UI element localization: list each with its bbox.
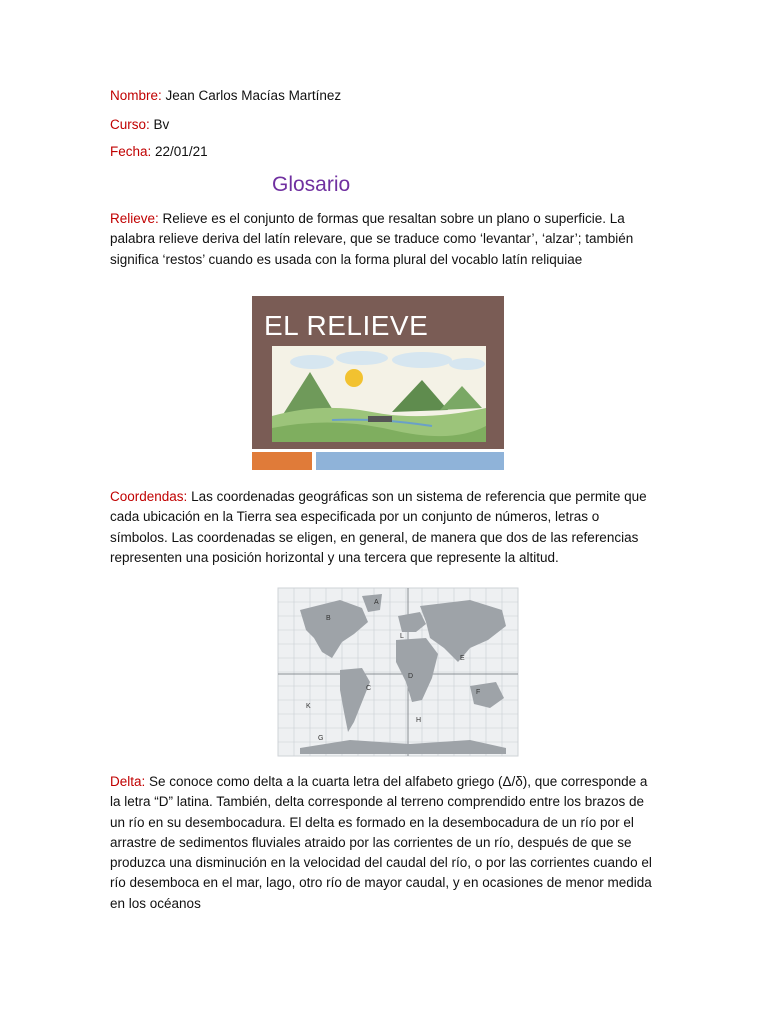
map-label-l: L [400, 633, 404, 640]
curso-line [110, 115, 169, 135]
blue-bar [316, 452, 504, 470]
map-label-f: F [476, 689, 481, 696]
map-label-e: E [460, 655, 465, 662]
map-label-h: H [416, 717, 422, 724]
entry-term: Coordendas: [110, 489, 188, 504]
world-map-image [270, 582, 526, 762]
map-label-b: B [326, 615, 331, 622]
curso-value: Bv [149, 117, 170, 132]
nombre-label: Nombre: [110, 88, 162, 103]
relieve-image [252, 296, 504, 474]
entry-relieve [110, 209, 658, 270]
entry-text: Relieve es el conjunto de formas que resaltan sobre un plano o superficie. La palabra relieve deriva del latín relevare, que se traduce como ‘levantar’, ‘alzar’; también significa ‘restos’ cuando es usada con la forma plural del vocablo latín reliquiae [110, 211, 634, 267]
map-label-c: C [366, 685, 372, 692]
nombre-value: Jean Carlos Macías Martínez [161, 88, 342, 103]
curso-label: Curso: [110, 117, 150, 132]
orange-bar [252, 452, 312, 470]
fecha-line [110, 142, 208, 162]
map-label-a: A [374, 599, 379, 606]
map-label-k: K [306, 703, 311, 710]
relieve-heading: EL RELIEVE [264, 310, 429, 341]
entry-coordenadas [110, 487, 658, 568]
landscape-illustration [272, 346, 486, 442]
fecha-value: 22/01/21 [151, 144, 208, 159]
entry-term: Relieve: [110, 211, 159, 226]
entry-term: Delta: [110, 774, 146, 789]
map-label-d: D [408, 673, 414, 680]
nombre-line [110, 86, 341, 106]
map-label-g: G [318, 735, 324, 742]
page-title: Glosario [272, 173, 351, 196]
entry-text: Las coordenadas geográficas son un sistema de referencia que permite que cada ubicación en la Tierra sea especificada por un conjunto de números, letras o símbolos. Las coordenadas se eligen, en general, de manera que dos de las referencias representen una posición horizontal y una tercera que represente la altitud. [110, 489, 647, 565]
fecha-label: Fecha: [110, 144, 152, 159]
entry-text: Se conoce como delta a la cuarta letra del alfabeto griego (Δ/δ), que corresponde a la letra “D” latina. También, delta corresponde al terreno comprendido entre los brazos de un río en su desembocadura. El delta es formado en la desembocadura de un río por el arrastre de sedimentos fluviales atraido por las corrientes de un río, después de que se produzca una disminución en la velocidad del caudal del río, o por las corrientes cuando el río desemboca en el mar, lago, otro río de mayor caudal, y en ocasiones de menor medida en los océanos [110, 774, 652, 911]
entry-delta [110, 772, 658, 914]
